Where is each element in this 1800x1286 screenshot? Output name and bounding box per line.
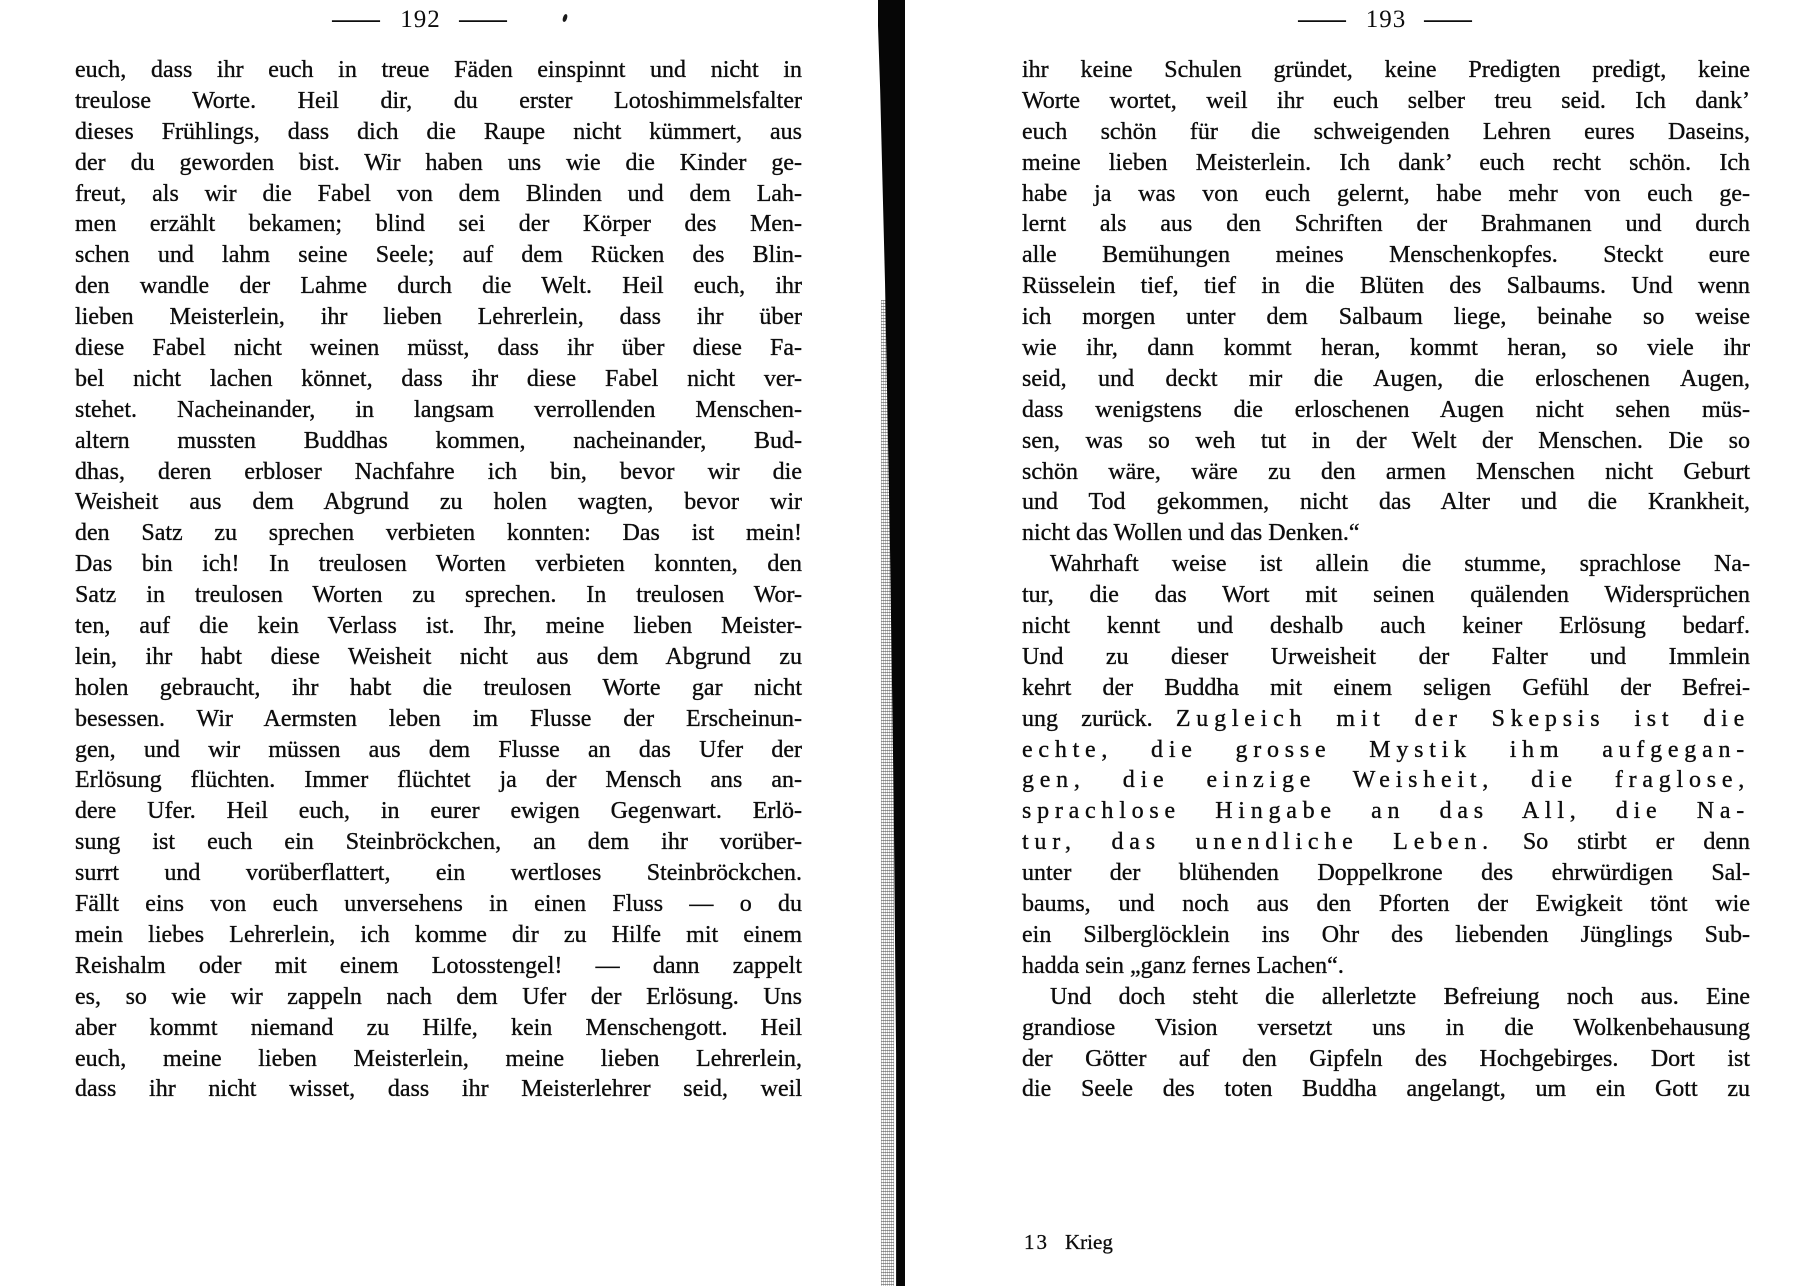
- binding-gutter-shadow: [878, 0, 905, 1286]
- page-number-192: 192: [400, 6, 441, 33]
- text-line: [1022, 240, 1750, 271]
- text-run: dass wenigstens die erloschenen Augen nicht sehen müs-: [1022, 396, 1750, 423]
- text-run: Wahrhaft weise ist allein die stumme, sprachlose Na-: [1050, 551, 1750, 578]
- text-line: [1022, 889, 1750, 920]
- text-line: [1022, 179, 1750, 210]
- letterspaced-text: echte, die grosse Mystik ihm aufgegan-: [1022, 736, 1750, 763]
- signature-number: 13: [1024, 1230, 1049, 1254]
- text-run: sung ist euch ein Steinbröckchen, an dem ihr vorüber-: [75, 829, 802, 856]
- text-line: [1022, 704, 1750, 735]
- text-line: [1022, 920, 1750, 951]
- text-run: Und doch steht die allerletzte Befreiung noch aus. Eine: [1050, 983, 1750, 1010]
- text-run: habe ja was von euch gelernt, habe mehr von euch ge-: [1022, 180, 1750, 207]
- text-line: [1022, 765, 1750, 796]
- header-dash-right: —: [459, 6, 509, 33]
- text-line: [75, 704, 802, 735]
- text-run: der du geworden bist. Wir haben uns wie die Kinder ge-: [75, 149, 802, 176]
- text-line: [1022, 951, 1750, 982]
- header-dash-left: —: [332, 6, 382, 33]
- text-run: kehrt der Buddha mit einem seligen Gefühl der Befrei-: [1022, 674, 1750, 701]
- text-line: [1022, 271, 1750, 302]
- text-block-193: [1022, 55, 1750, 1105]
- text-line: [1022, 611, 1750, 642]
- text-line: [1022, 55, 1750, 86]
- text-line: [1022, 858, 1750, 889]
- text-line: [75, 642, 802, 673]
- text-line: [75, 457, 802, 488]
- text-line: [75, 827, 802, 858]
- text-run: lein, ihr habt diese Weisheit nicht aus dem Abgrund zu: [75, 643, 802, 670]
- text-run: wie ihr, dann kommt heran, kommt heran, so viele ihr: [1022, 335, 1750, 362]
- text-run: euch schön für die schweigenden Lehren eures Daseins,: [1022, 118, 1750, 145]
- text-line: [75, 271, 802, 302]
- text-line: [75, 395, 802, 426]
- text-run: ich morgen unter dem Salbaum liege, beinahe so weise: [1022, 304, 1750, 331]
- text-line: [75, 580, 802, 611]
- text-run: tur, die das Wort mit seinen quälenden Widersprüchen: [1022, 582, 1750, 609]
- text-run: die Seele des toten Buddha angelangt, um ein Gott zu: [1022, 1076, 1750, 1103]
- text-run: nicht das Wollen und das Denken.“: [1022, 520, 1360, 547]
- text-line: [75, 240, 802, 271]
- text-run: gen, und wir müssen aus dem Flusse an das Ufer der: [75, 736, 802, 763]
- text-line: [75, 179, 802, 210]
- text-run: es, so wie wir zappeln nach dem Ufer der Erlösung. Uns: [75, 983, 802, 1010]
- text-line: [1022, 580, 1750, 611]
- text-line: [1022, 426, 1750, 457]
- text-line: [1022, 796, 1750, 827]
- text-line: [75, 1074, 802, 1105]
- text-line: [1022, 333, 1750, 364]
- text-run: Reishalm oder mit einem Lotosstengel! — dann zappelt: [75, 952, 802, 979]
- text-line: [1022, 1044, 1750, 1075]
- letterspaced-text: sprachlose Hingabe an das All, die Na-: [1022, 798, 1750, 825]
- text-line: [75, 889, 802, 920]
- text-run: ten, auf die kein Verlass ist. Ihr, meine lieben Meister-: [75, 613, 802, 640]
- text-run: nicht kennt und deshalb auch keiner Erlösung bedarf.: [1022, 613, 1750, 640]
- text-line: [75, 611, 802, 642]
- text-line: [1022, 1013, 1750, 1044]
- text-line: [75, 549, 802, 580]
- text-line: [75, 364, 802, 395]
- text-line: [75, 1013, 802, 1044]
- text-run: So stirbt er denn: [1493, 829, 1750, 856]
- text-line: [75, 673, 802, 704]
- text-run: ung zurück.: [1022, 705, 1176, 732]
- text-run: grandiose Vision versetzt uns in die Wolkenbehausung: [1022, 1014, 1750, 1041]
- page-header-192: [57, 6, 784, 38]
- text-line: [1022, 457, 1750, 488]
- text-run: freut, als wir die Fabel von dem Blinden und dem Lah-: [75, 180, 802, 207]
- text-line: [75, 426, 802, 457]
- text-run: der Götter auf den Gipfeln des Hochgebirges. Dort ist: [1022, 1045, 1750, 1072]
- text-line: [1022, 364, 1750, 395]
- page-192: [75, 0, 802, 1286]
- text-line: [75, 920, 802, 951]
- text-block-192: [75, 55, 802, 1105]
- text-run: dere Ufer. Heil euch, in eurer ewigen Gegenwart. Erlö-: [75, 798, 802, 825]
- text-line: [75, 1044, 802, 1075]
- text-run: Das bin ich! In treulosen Worten verbieten konnten, den: [75, 551, 802, 578]
- text-line: [75, 982, 802, 1013]
- text-run: baums, und noch aus den Pforten der Ewigkeit tönt wie: [1022, 891, 1750, 918]
- text-line: [75, 951, 802, 982]
- text-line: [1022, 117, 1750, 148]
- text-run: Erlösung flüchten. Immer flüchtet ja der Mensch ans an-: [75, 767, 802, 794]
- text-line: [75, 86, 802, 117]
- text-line: [1022, 395, 1750, 426]
- text-run: sen, was so weh tut in der Welt der Menschen. Die so: [1022, 427, 1750, 454]
- text-run: mein liebes Lehrerlein, ich komme dir zu Hilfe mit einem: [75, 921, 802, 948]
- text-run: Und zu dieser Urweisheit der Falter und Immlein: [1022, 643, 1750, 670]
- text-line: [1022, 827, 1750, 858]
- text-line: [1022, 1074, 1750, 1105]
- text-run: den wandle der Lahme durch die Welt. Heil euch, ihr: [75, 273, 802, 300]
- text-line: [1022, 982, 1750, 1013]
- text-run: seid, und deckt mir die Augen, die erloschenen Augen,: [1022, 365, 1750, 392]
- text-run: dieses Frühlings, dass dich die Raupe nicht kümmert, aus: [75, 118, 802, 145]
- text-line: [75, 518, 802, 549]
- text-line: [1022, 487, 1750, 518]
- page-header-193: [1022, 6, 1750, 38]
- text-run: Weisheit aus dem Abgrund zu holen wagten, bevor wir: [75, 489, 802, 516]
- text-run: aber kommt niemand zu Hilfe, kein Menschengott. Heil: [75, 1014, 802, 1041]
- text-line: [75, 333, 802, 364]
- text-line: [75, 735, 802, 766]
- page-193: [1022, 0, 1750, 1286]
- header-dash-left: —: [1298, 6, 1348, 33]
- text-run: euch, meine lieben Meisterlein, meine lieben Lehrerlein,: [75, 1045, 802, 1072]
- letterspaced-text: gen, die einzige Weisheit, die fraglose,: [1022, 767, 1750, 794]
- text-line: [1022, 735, 1750, 766]
- signature-title: Krieg: [1065, 1230, 1113, 1254]
- text-run: unter der blühenden Doppelkrone des ehrwürdigen Sal-: [1022, 860, 1750, 887]
- text-line: [1022, 518, 1750, 549]
- text-line: [1022, 209, 1750, 240]
- text-run: besessen. Wir Aermsten leben im Flusse der Erscheinun-: [75, 705, 802, 732]
- text-run: treulose Worte. Heil dir, du erster Lotoshimmelsfalter: [75, 87, 802, 114]
- text-line: [1022, 642, 1750, 673]
- text-run: holen gebraucht, ihr habt die treulosen Worte gar nicht: [75, 674, 802, 701]
- text-line: [75, 117, 802, 148]
- text-run: euch, dass ihr euch in treue Fäden einspinnt und nicht in: [75, 57, 802, 83]
- text-line: [75, 55, 802, 86]
- text-run: dass ihr nicht wisset, dass ihr Meisterlehrer seid, weil: [75, 1076, 802, 1103]
- text-run: Satz in treulosen Worten zu sprechen. In treulosen Wor-: [75, 582, 802, 609]
- page-number-193: 193: [1365, 6, 1407, 33]
- text-line: [75, 796, 802, 827]
- text-run: lernt als aus den Schriften der Brahmanen und durch: [1022, 211, 1750, 238]
- letterspaced-text: Zugleich mit der Skepsis ist die: [1175, 705, 1750, 732]
- text-line: [1022, 549, 1750, 580]
- text-line: [1022, 673, 1750, 704]
- text-line: [1022, 86, 1750, 117]
- text-run: dhas, deren erbloser Nachfahre ich bin, bevor wir die: [75, 458, 802, 485]
- text-line: [75, 209, 802, 240]
- text-line: [75, 487, 802, 518]
- text-run: schön wäre, wäre zu den armen Menschen nicht Geburt: [1022, 458, 1750, 485]
- text-run: Fällt eins von euch unversehens in einen Fluss — o du: [75, 891, 802, 918]
- text-line: [75, 302, 802, 333]
- text-run: altern mussten Buddhas kommen, nacheinander, Bud-: [75, 427, 802, 454]
- text-run: Worte wortet, weil ihr euch selber treu seid. Ich dank’: [1022, 87, 1750, 114]
- text-run: meine lieben Meisterlein. Ich dank’ euch recht schön. Ich: [1022, 149, 1750, 176]
- text-run: diese Fabel nicht weinen müsst, dass ihr über diese Fa-: [75, 335, 802, 362]
- text-line: [75, 148, 802, 179]
- text-run: ein Silberglöcklein ins Ohr des liebenden Jünglings Sub-: [1022, 921, 1750, 948]
- text-run: Rüsselein tief, tief in die Blüten des Salbaums. Und wenn: [1022, 273, 1750, 300]
- letterspaced-text: tur, das unendliche Leben.: [1022, 829, 1494, 856]
- text-line: [75, 858, 802, 889]
- text-run: alle Bemühungen meines Menschenkopfes. Steckt eure: [1022, 242, 1750, 269]
- text-run: und Tod gekommen, nicht das Alter und die Krankheit,: [1022, 489, 1750, 516]
- text-run: hadda sein „ganz fernes Lachen“.: [1022, 952, 1344, 979]
- text-line: [1022, 148, 1750, 179]
- text-line: [75, 765, 802, 796]
- text-run: den Satz zu sprechen verbieten konnten: Das ist mein!: [75, 520, 802, 547]
- text-run: schen und lahm seine Seele; auf dem Rücken des Blin-: [75, 242, 802, 269]
- signature-footer: [1024, 1230, 1113, 1255]
- text-run: surrt und vorüberflattert, ein wertloses Steinbröckchen.: [75, 860, 802, 887]
- text-run: lieben Meisterlein, ihr lieben Lehrerlein, dass ihr über: [75, 304, 802, 331]
- header-dash-right: —: [1424, 6, 1474, 33]
- text-run: ihr keine Schulen gründet, keine Predigten predigt, keine: [1022, 57, 1750, 83]
- text-run: stehet. Nacheinander, in langsam verrollenden Menschen-: [75, 396, 802, 423]
- text-line: [1022, 302, 1750, 333]
- text-run: men erzählt bekamen; blind sei der Körper des Men-: [75, 211, 802, 238]
- text-run: bel nicht lachen könnet, dass ihr diese Fabel nicht ver-: [75, 365, 802, 392]
